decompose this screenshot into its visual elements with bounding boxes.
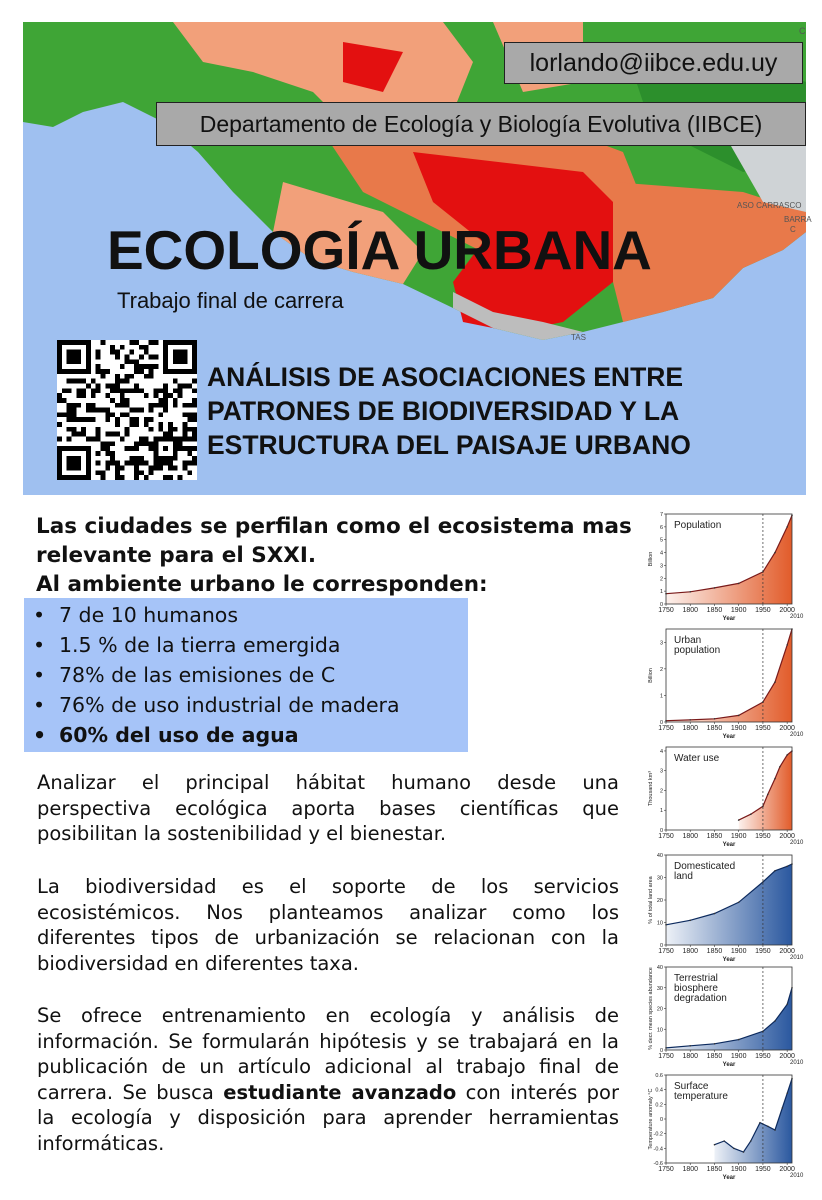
x-tick-label: 2000 — [779, 1053, 795, 1060]
x-tick-label: 1950 — [755, 833, 771, 840]
y-tick-label: 0 — [659, 1048, 663, 1054]
data-point — [774, 1020, 776, 1022]
data-point — [774, 552, 776, 554]
x-tick-label: 2000 — [779, 1166, 795, 1173]
y-axis-label: Temperature anomaly °C — [648, 1088, 654, 1150]
y-tick-label: 0 — [659, 1117, 663, 1123]
x-tick-label: 1800 — [682, 1053, 699, 1060]
contact-email[interactable]: lorlando@iibce.edu.uy — [504, 42, 803, 84]
x-tick-label: 2000 — [779, 725, 795, 732]
x-tick-label: 1850 — [706, 1053, 723, 1060]
header-banner — [23, 22, 812, 495]
x-axis-label: Year — [722, 842, 736, 848]
data-point — [762, 806, 764, 808]
y-axis-label: Thousand km³ — [648, 770, 654, 807]
chart-urban-population — [646, 625, 802, 740]
data-point — [738, 583, 740, 585]
x-tick-label: 1800 — [682, 725, 699, 732]
y-tick-label: 0 — [659, 720, 663, 726]
thesis-line: PATRONES DE BIODIVERSIDAD Y LA — [207, 396, 680, 426]
x-tick-label: 1950 — [755, 1053, 771, 1060]
y-axis-label: % of total land area — [648, 876, 654, 924]
chart-title: temperature — [674, 1091, 728, 1102]
chart-title: Domesticated — [674, 861, 736, 872]
y-tick-label: 0 — [659, 828, 663, 834]
thesis-title — [207, 360, 691, 462]
y-tick-label: 3 — [659, 768, 663, 775]
x-tick-label: 2010 — [790, 1173, 804, 1179]
x-tick-label: 1850 — [706, 833, 723, 840]
chart-population — [646, 510, 802, 622]
data-point — [774, 1129, 776, 1131]
x-axis-label: Year — [722, 1062, 736, 1068]
y-axis-label: Billion — [648, 668, 654, 683]
intro-line: Las ciudades se perfilan como el ecosistema mas — [36, 514, 632, 539]
data-point — [714, 913, 716, 915]
y-tick-label: 1 — [659, 589, 663, 596]
data-point — [782, 1107, 784, 1109]
chart-biosphere-degradation — [646, 963, 802, 1068]
y-tick-label: 0.6 — [655, 1073, 663, 1079]
x-tick-label: 1800 — [682, 607, 699, 614]
chart-title: land — [674, 871, 693, 882]
data-point — [786, 866, 788, 868]
x-tick-label: 2000 — [779, 948, 795, 955]
data-point — [714, 718, 716, 720]
data-point — [774, 870, 776, 872]
x-tick-label: 1900 — [730, 948, 747, 955]
y-tick-label: 3 — [659, 563, 663, 570]
poster-subtitle: Trabajo final de carrera — [117, 288, 344, 313]
map-label: C — [790, 225, 796, 234]
poster-title: ECOLOGÍA URBANA — [107, 219, 652, 281]
x-axis-label: Year — [722, 734, 736, 740]
y-tick-label: 1 — [659, 693, 663, 700]
thesis-line: ESTRUCTURA DEL PAISAJE URBANO — [207, 430, 691, 460]
offer-text: con interés por la ecología y disposición para aprender herramientas informáticas. — [37, 1080, 619, 1155]
chart-water-use — [646, 743, 802, 848]
paragraph-offer — [37, 1003, 619, 1156]
x-tick-label: 1950 — [755, 607, 771, 614]
y-tick-label: 20 — [656, 898, 663, 904]
data-point — [774, 778, 776, 780]
x-tick-label: 1800 — [682, 833, 699, 840]
x-tick-label: 1750 — [658, 1053, 674, 1060]
data-point — [762, 881, 764, 883]
x-tick-label: 1800 — [682, 948, 699, 955]
chart-title: Surface — [674, 1081, 709, 1092]
data-point — [689, 920, 691, 922]
x-tick-label: 1850 — [706, 607, 723, 614]
data-point — [779, 766, 781, 768]
y-tick-label: 7 — [659, 512, 663, 518]
offer-highlight: estudiante avanzado — [223, 1080, 457, 1104]
x-tick-label: 1900 — [730, 1053, 747, 1060]
offer-text: Se ofrece entrenamiento en ecología y análisis de información. Se formularán hipótesis y se trabajará en la publicación de un artículo adicional al trabajo final de carrera. Se busca — [37, 1004, 619, 1104]
data-point — [786, 644, 788, 646]
y-tick-label: 20 — [656, 1006, 663, 1013]
thesis-line: ANÁLISIS DE ASOCIACIONES ENTRE — [207, 362, 684, 392]
y-tick-label: 4 — [659, 550, 663, 557]
x-tick-label: 2010 — [790, 955, 804, 961]
data-point — [689, 719, 691, 721]
data-point — [738, 902, 740, 904]
data-point — [786, 754, 788, 756]
map-label: TAS — [571, 333, 586, 342]
data-point — [774, 681, 776, 683]
data-point — [714, 587, 716, 589]
data-point — [743, 1151, 745, 1153]
fact-item: • 60% del uso de agua — [33, 720, 400, 750]
x-tick-label: 1950 — [755, 1166, 771, 1173]
chart-title: Population — [674, 520, 722, 531]
map-label: ASO CARRASCO — [737, 201, 802, 210]
data-point — [767, 794, 769, 796]
data-point — [738, 1039, 740, 1041]
facts-list — [33, 600, 400, 750]
y-tick-label: -0.4 — [653, 1146, 663, 1153]
x-tick-label: 2010 — [790, 1060, 804, 1066]
x-tick-label: 1900 — [730, 607, 747, 614]
x-tick-label: 1850 — [706, 1166, 723, 1173]
y-axis-label: % decr. mean species abundance — [648, 967, 654, 1050]
x-axis-label: Year — [722, 1175, 736, 1181]
x-tick-label: 1900 — [730, 1166, 747, 1173]
x-tick-label: 1950 — [755, 725, 771, 732]
chart-domesticated-land — [646, 851, 802, 963]
x-tick-label: 1750 — [658, 948, 674, 955]
y-tick-label: 1 — [659, 808, 663, 815]
y-tick-label: 2 — [659, 666, 663, 673]
y-tick-label: 0 — [659, 943, 663, 949]
chart-title: Urban — [674, 635, 702, 646]
paragraph-habitat: Analizar el principal hábitat humano desde una perspectiva ecológica aporta bases científicas que posibilitan la sostenibilidad y el bienestar. — [37, 771, 619, 845]
data-point — [723, 1140, 725, 1142]
intro-line: relevante para el SXXI. — [36, 543, 317, 568]
y-tick-label: 6 — [659, 524, 663, 531]
data-point — [714, 1144, 716, 1146]
department-label: Departamento de Ecología y Biología Evolutiva (IIBCE) — [156, 102, 806, 146]
x-tick-label: 1750 — [658, 1166, 674, 1173]
data-point — [714, 1043, 716, 1045]
chart-surface-temperature — [646, 1071, 802, 1181]
x-tick-label: 1900 — [730, 725, 747, 732]
x-tick-label: 1750 — [658, 725, 674, 732]
chart-title: degradation — [674, 993, 727, 1004]
y-tick-label: 40 — [656, 853, 663, 859]
x-tick-label: 1850 — [706, 725, 723, 732]
x-axis-label: Year — [722, 957, 736, 963]
chart-title: biosphere — [674, 983, 718, 994]
y-tick-label: 0 — [659, 602, 663, 608]
map-label: C — [799, 26, 806, 36]
data-point — [767, 1126, 769, 1128]
data-point — [689, 1045, 691, 1047]
data-point — [786, 1004, 788, 1006]
qr-code[interactable] — [57, 340, 197, 480]
y-tick-label: 0.4 — [655, 1087, 663, 1094]
data-point — [750, 813, 752, 815]
chart-title: population — [674, 645, 721, 656]
x-tick-label: 1950 — [755, 948, 771, 955]
data-point — [786, 526, 788, 528]
data-point — [733, 1148, 735, 1150]
y-tick-label: 10 — [656, 920, 663, 927]
y-tick-label: -0.6 — [653, 1161, 663, 1167]
chart-title: Water use — [674, 753, 720, 764]
y-tick-label: 30 — [656, 985, 663, 992]
x-tick-label: 1850 — [706, 948, 723, 955]
x-tick-label: 1750 — [658, 607, 674, 614]
data-point — [759, 1122, 761, 1124]
intro-line: Al ambiente urbano le corresponden: — [36, 572, 488, 597]
intro-heading — [36, 512, 632, 599]
x-tick-label: 2000 — [779, 833, 795, 840]
chart-title: Terrestrial — [674, 973, 718, 984]
y-tick-label: -0.2 — [653, 1131, 663, 1138]
fact-item: • 76% de uso industrial de madera — [33, 690, 400, 720]
x-tick-label: 1750 — [658, 833, 674, 840]
x-tick-label: 1900 — [730, 833, 747, 840]
y-tick-label: 3 — [659, 640, 663, 647]
data-point — [786, 1093, 788, 1095]
x-axis-label: Year — [722, 616, 736, 622]
x-tick-label: 2010 — [790, 840, 804, 846]
x-tick-label: 1800 — [682, 1166, 699, 1173]
y-tick-label: 2 — [659, 788, 663, 795]
data-point — [738, 819, 740, 821]
y-tick-label: 2 — [659, 576, 663, 583]
x-tick-label: 2010 — [790, 614, 804, 620]
y-tick-label: 10 — [656, 1027, 663, 1034]
data-point — [689, 591, 691, 593]
data-point — [750, 1140, 752, 1142]
fact-item: • 7 de 10 humanos — [33, 600, 400, 630]
y-tick-label: 4 — [659, 748, 663, 755]
fact-item: • 78% de las emisiones de C — [33, 660, 400, 690]
y-tick-label: 0.2 — [655, 1102, 663, 1109]
paragraph-biodiversity: La biodiversidad es el soporte de los servicios ecosistémicos. Nos planteamos analizar como los diferentes tipos de urbanización se relacionan con la biodiversidad en diferentes taxa. — [37, 875, 619, 975]
x-tick-label: 2000 — [779, 607, 795, 614]
map-label: BARRA — [784, 215, 812, 224]
data-point — [738, 715, 740, 717]
x-tick-label: 2010 — [790, 732, 804, 738]
y-tick-label: 5 — [659, 537, 663, 544]
fact-item: • 1.5 % de la tierra emergida — [33, 630, 400, 660]
y-tick-label: 40 — [656, 965, 663, 971]
y-axis-label: Billion — [648, 551, 654, 567]
y-tick-label: 30 — [656, 875, 663, 882]
